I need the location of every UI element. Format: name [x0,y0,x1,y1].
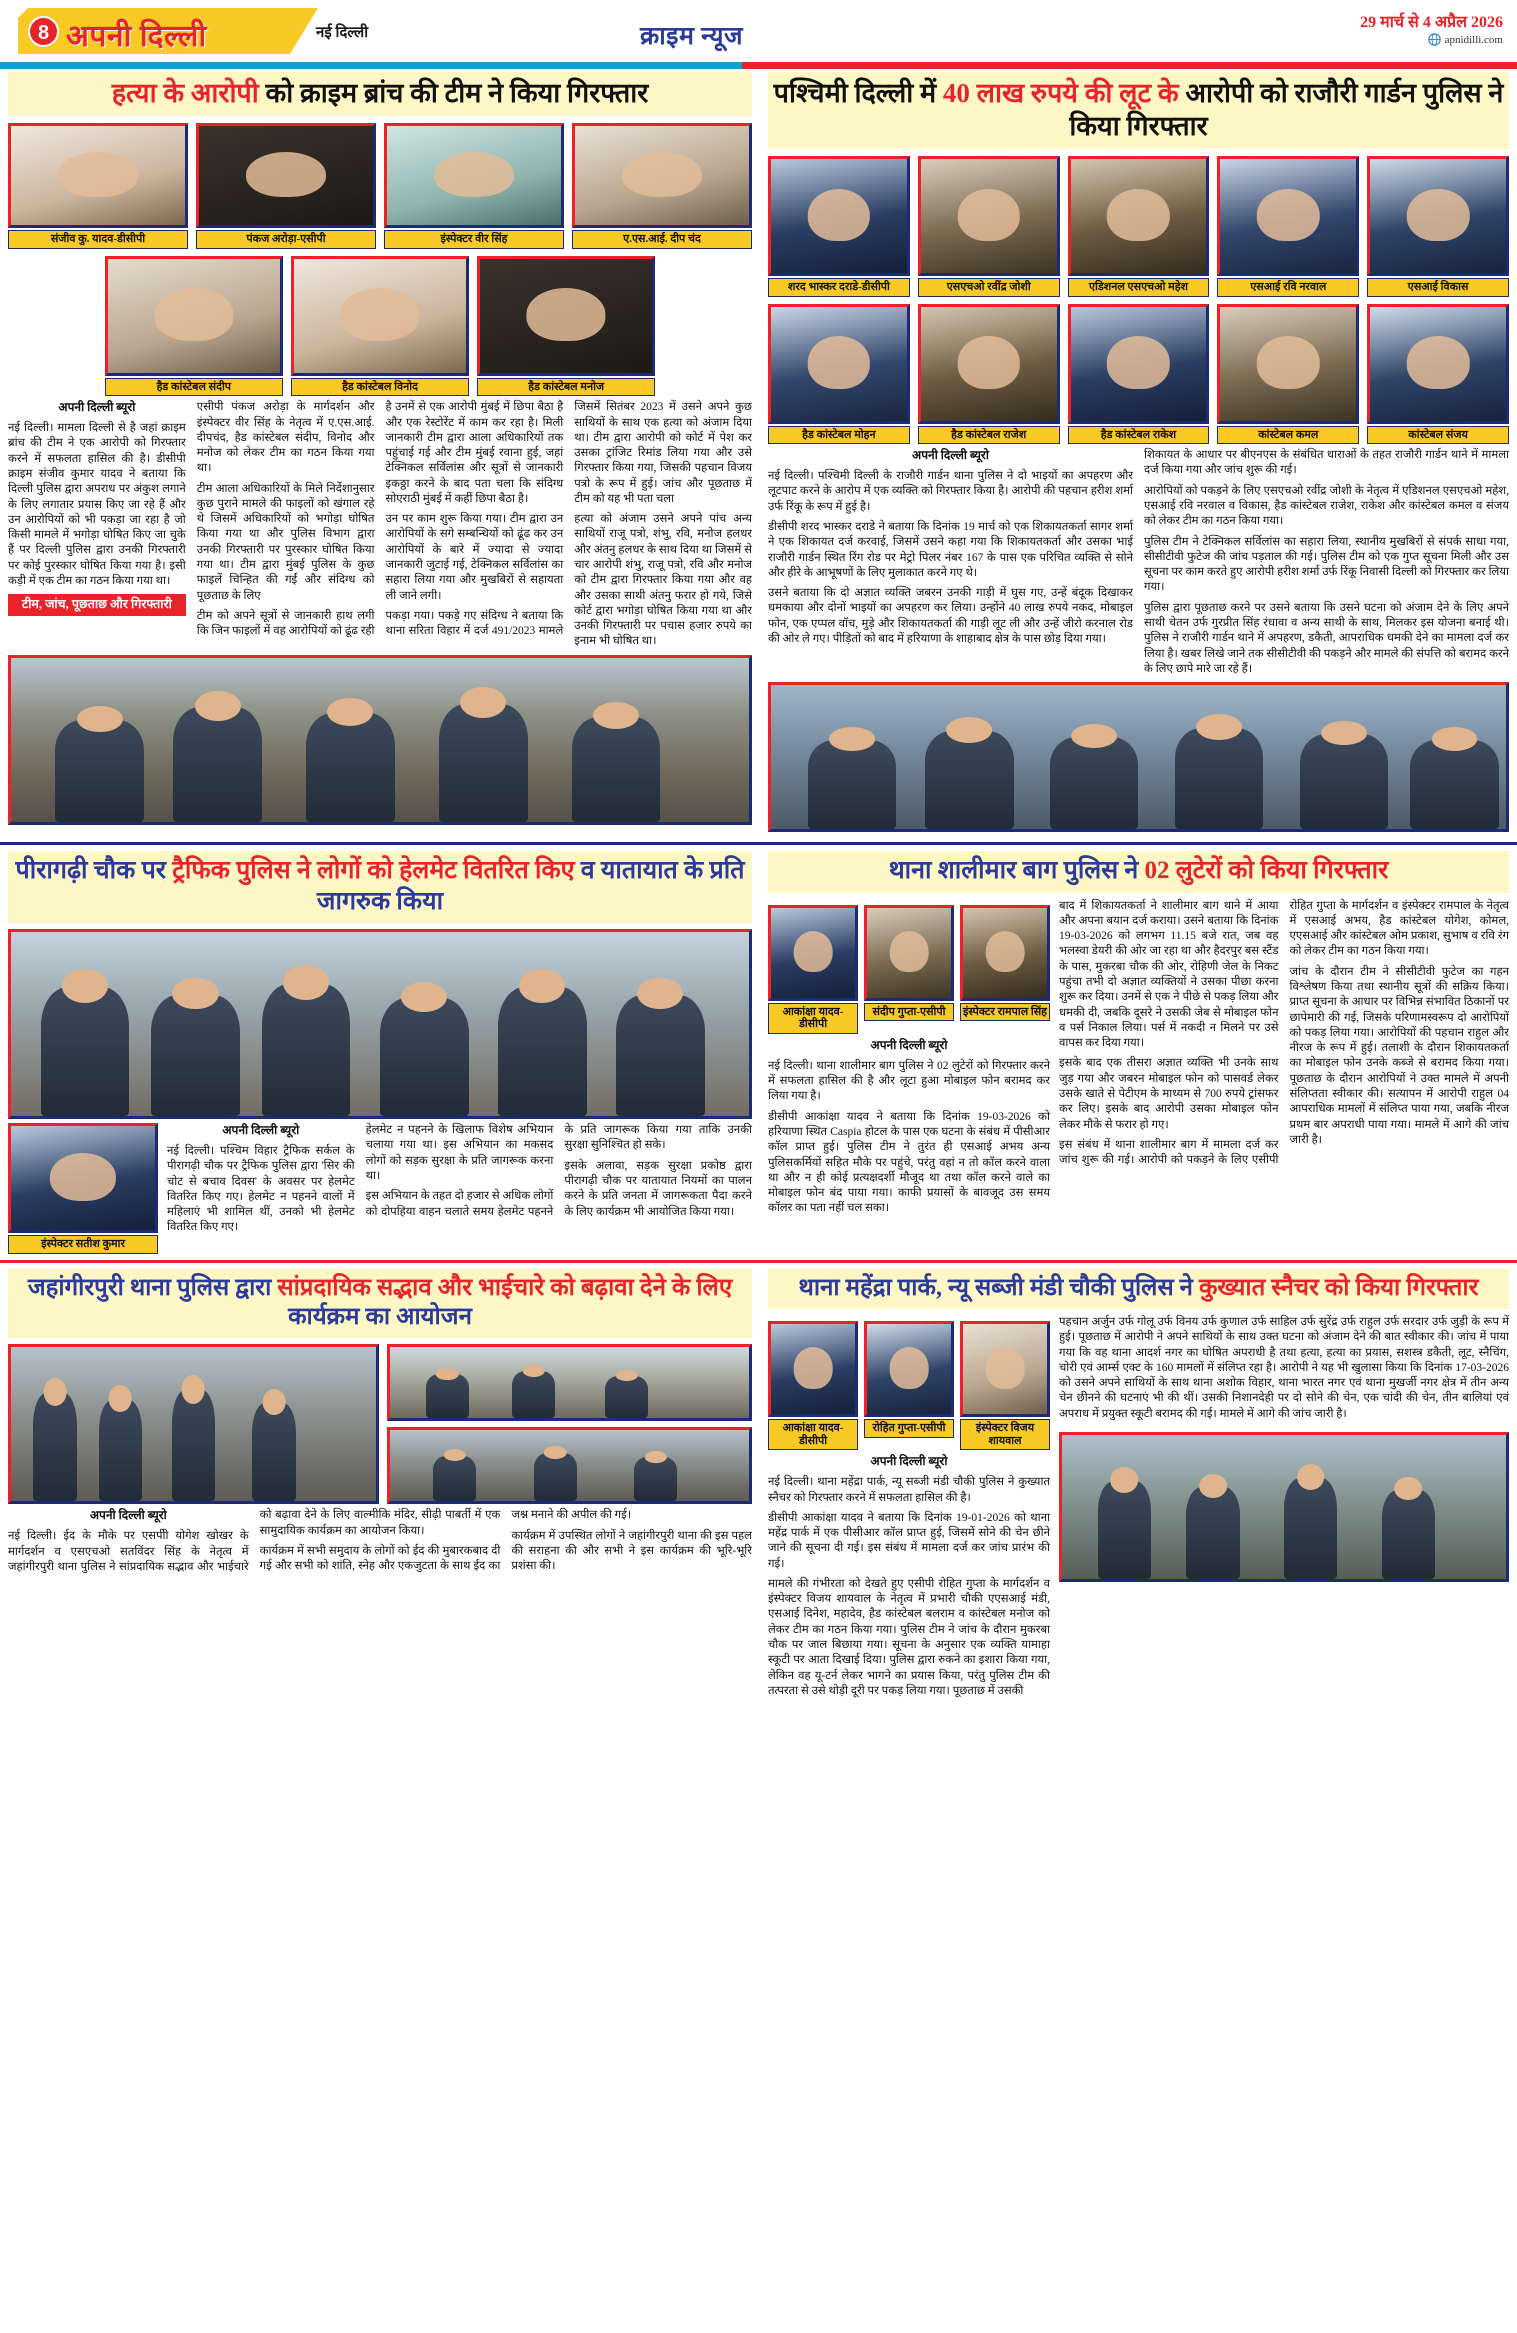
body-paragraph: जांच के दौरान टीम ने सीसीटीवी फुटेज का गहन विश्लेषण किया तथा स्थानीय सूत्रों की सक्रिय किया। प्राप्त सूचना के आधार पर विभिन्न संभावित ठिकानों पर छापेमारी की गई, जिसके परिणामस्वरूप दो आरोपियों को पकड़ लिया गया। आरोपियों की पहचान राहुल और नीरज के रूप में हुई। तलाशी के दौरान शिकायतकर्ता का मोबाइल फोन उनके कब्जे से बरामद किया गया। पूछताछ के दौरान आरोपियों ने उक्त मामले में अपनी संलिप्तता स्वीकार की। सत्यापन में आरोपी राहुल 04 आपराधिक मामलों में संलिप्त पाया गया, जबकि नीरज प्रथम बार अपराधी पाया गया। मामले में आगे की जांच जारी है। [1289,965,1509,1146]
byline: अपनी दिल्ली ब्यूरो [89,1508,167,1523]
page-number-badge: 8 [28,16,59,47]
headline-part-3: व यातायात के प्रति जागरुक किया [316,857,745,915]
rule-red [742,62,1517,69]
officer-card [8,1123,158,1254]
band-top [0,72,1517,836]
arrest-scene-photo [8,655,752,825]
issue-date: 29 मार्च से 4 अप्रैल 2026 [1360,14,1503,31]
scene-photo-pair [768,682,1509,832]
officer-photo [1367,156,1509,276]
body-paragraph: नई दिल्ली। पश्चिम विहार ट्रैफिक सर्कल के पीरागढ़ी चौक पर ट्रैफिक पुलिस द्वारा 'सिर की चोट से बचाव दिवस' के अवसर पर हेलमेट वितरित किए गए। हेलमेट न पहनने वालों में महिलाएं भी शामिल थीं, उनको भी हेलमेट वितरित किए गए। [167,1145,355,1234]
body-paragraph: एसीपी पंकज अरोड़ा के मार्गदर्शन और इंस्पेक्टर वीर सिंह के नेतृत्व में ए.एस.आई. दीपचंद, हैड कांस्टेबल संदीप, विनोद और मनोज को लेकर टीम का गठन किया गया था। [196,401,375,475]
officer-caption: हैड कांस्टेबल विनोद [291,378,469,397]
body-paragraph: आरोपियों को पकड़ने के लिए एसएचओ रवींद्र जोशी के नेतृत्व में एडिशनल एसएचओ महेश, एसआई रवि नरवाल व विकास, हैड कांस्टेबल राजेश, राकेश और कांस्टेबल कमल व संजय को लेकर टीम का गठन किया गया। [1144,484,1509,528]
website-url: apnidilli.com [1444,33,1503,46]
masthead [0,0,1517,62]
body-paragraph: पहचान अर्जुन उर्फ गोलू उर्फ विनय उर्फ कुणाल उर्फ साहिल उर्फ सुरेंद्र उर्फ राहुल उर्फ सरदार उर्फ जुड़ी के रूप में हुई। पूछताछ में आरोपी ने अपने साथियों के साथ उक्त घटना को अंजाम देने की बात स्वीकार की। जांच में पाया गया कि वह थाना आदर्श नगर का घोषित अपराधी है तथा हत्या, हत्या का प्रयास, सशस्त्र डकैती, लूट, स्नैचिंग, चोरी एवं आर्म्स एक्ट के 160 मामलों में संलिप्त रहा है। आरोपी ने यह भी खुलासा किया कि दिनांक 17-03-2026 को उसने अपने साथियों के साथ थाना अशोक विहार, थाना भारत नगर एवं थाना मुखर्जी नगर क्षेत्र में तीन अन्य चेन छीनने की घटनाएं भी की थीं। उसकी निशानदेही पर दो सोने की चेन, एक चांदी की चेन, तीन बालियां एवं अपराध में प्रयुक्त स्कूटी बरामद की गई। मामले में आगे की जांच जारी है। [1059,1316,1509,1420]
website-line[interactable] [1428,33,1503,46]
sidebar-highlight-box: टीम, जांच, पूछताछ और गिरफ्तारी [8,594,186,616]
headline-part-2: सांप्रदायिक सद्भाव और भाईचारे को बढ़ावा देने के लिए [277,1274,733,1301]
officer-caption: रोहित गुप्ता-एसीपी [864,1419,954,1438]
community-event-photo [387,1427,752,1504]
article-jahangirpuri-harmony [0,1269,760,1704]
officer-card [864,1321,954,1450]
section-divider [0,842,1517,845]
officer-caption: एसएचओ रवींद्र जोशी [918,278,1060,297]
officer-card [105,256,283,397]
officer-caption: आकांक्षा यादव-डीसीपी [768,1419,858,1450]
officer-photo [1068,156,1210,276]
officer-caption: कांस्टेबल कमल [1217,426,1359,445]
community-event-photo [387,1344,752,1421]
officer-card [918,156,1060,297]
officer-card [196,123,376,249]
officer-photo [1367,304,1509,424]
helmet-distribution-photo [8,929,752,1119]
body-paragraph: पुलिस टीम ने टेक्निकल सर्विलांस का सहारा लिया, स्थानीय मुखबिरों से संपर्क साधा गया, सीसीटीवी फुटेज की जांच पड़ताल की गई। पुलिस टीम को एक गुप्त सूचना मिली और उस सूचना पर काम करते हुए आरोपी हरीश शर्मा उर्फ रिंकू निवासी दिल्ली को गिरफ्तार कर लिया गया। [1144,535,1509,594]
body-paragraph: डीसीपी शरद भास्कर दराडे ने बताया कि दिनांक 19 मार्च को एक शिकायतकर्ता सागर शर्मा ने एक शिकायत दर्ज करवाई, जिसमें उसने कहा गया कि शिकायतकर्ता और उसका भाई राजौरी गार्डन स्थित रिंग रोड पर मेट्रो पिलर नंबर 167 के पास एक परिचित व्यक्ति से सोने और हीरे के आभूषणों के लिए मुलाकात करने गए थे। [768,520,1133,579]
officer-photo-row-1 [768,1321,1050,1450]
body-paragraph: मामले की गंभीरता को देखते हुए एसीपी रोहित गुप्ता के मार्गदर्शन व इंस्पेक्टर विजय शायवाल के नेतृत्व में प्रभारी चौकी एएसआई मंडी, एसआई दिनेश, महादेव, हैड कांस्टेबल बलराम व कांस्टेबल मनोज को लेकर टीम का गठन किया गया। पुलिस टीम ने जांच के दौरान मुकरबा चौक पर जाल बिछाया गया। सूचना के अनुसार एक व्यक्ति यामाहा स्कूटी पर आता दिखाई दिया। पुलिस द्वारा रुकने का इशारा किया गया, लेकिन वह यू-टर्न लेकर भागने का प्रयास किया, परंतु पुलिस टीम की तत्परता से उसे थोड़ी दूरी पर पकड़ लिया गया। पूछताछ में उसकी [768,1577,1050,1697]
byline: अपनी दिल्ली ब्यूरो [222,1123,300,1138]
officer-photo-row-2 [768,304,1509,445]
officer-card [768,156,910,297]
headline [768,72,1509,149]
body-paragraph: शिकायत के आधार पर बीएनएस के संबंधित धाराओं के तहत राजौरी गार्डन थाने में मामला दर्ज किया गया और जांच शुरू की गई। [1144,449,1509,477]
officer-caption: संदीप गुप्ता-एसीपी [864,1003,954,1022]
globe-icon [1428,33,1441,46]
logo-title: अपनी दिल्ली [66,20,207,53]
officer-photo [8,1123,158,1233]
officer-photo [105,256,283,376]
officer-caption: आकांक्षा यादव-डीसीपी [768,1003,858,1034]
body-paragraph: डीसीपी आकांक्षा यादव ने बताया कि दिनांक 19-03-2026 को हरियाणा स्थित Caspia होटल के पास एक घटना के संबंध में पीसीआर कॉल प्राप्त हुई। पुलिस टीम ने तुरंत ही एसआई अभय अन्य पुलिसकर्मियों सहित मौके पर पहुंचे, परंतु वहां न तो कॉल करने वाला था और न ही कोई प्रत्यक्षदर्शी मौजूद था तथा कॉल करने वाले का मोबाइल फोन बंद पाया गया। काफी प्रयासों के बावजूद उस समय कॉलर का पता नहीं चल सका। [768,1110,1050,1215]
officer-card [768,304,910,445]
section-divider [0,1260,1517,1263]
headline-part-1: पश्चिमी दिल्ली में [773,78,943,108]
article-body-left [768,1038,1050,1222]
article-body-right [1059,1315,1509,1427]
rule-blue [0,62,742,69]
body-paragraph: कार्यक्रम में सभी समुदाय के लोगों को ईद की मुबारकबाद दी गई और सभी को शांति, स्नेह और एकजुटता के साथ ईद का जश्न मनाने की अपील की गई। [259,1509,632,1573]
headline-part-1: थाना शालीमार बाग पुलिस ने [888,857,1145,885]
officer-card [768,905,858,1034]
body-paragraph: इसके अलावा, सड़क सुरक्षा प्रकोष्ठ द्वारा पीरागढ़ी चौक पर यातायात नियमों का पालन करने के प्रति जनता में जागरूकता पैदा करने के लिए कार्यक्रम भी आयोजित किया गया। [564,1159,752,1218]
officer-caption: कांस्टेबल संजय [1367,426,1509,445]
community-event-photo [8,1344,379,1504]
officer-card [1217,304,1359,445]
officer-caption: इंस्पेक्टर वीर सिंह [384,230,564,249]
officer-photo [960,905,1050,1001]
article-body [768,448,1509,677]
officer-caption: हैड कांस्टेबल मोहन [768,426,910,445]
byline: अपनी दिल्ली ब्यूरो [870,1454,948,1469]
body-paragraph: उसने बताया कि दो अज्ञात व्यक्ति जबरन उनकी गाड़ी में घुस गए, उन्हें बंदूक दिखाकर धमकाया और दोनों भाइयों का अपहरण कर लिया। उन्होंने 40 लाख रुपये नकद, मोबाइल फोन, एक एप्पल वॉच, मुड़े और शिकायतकर्ता की गाड़ी लूट ली और उन्हें जीरो करनाल रोड की ओर ले गए। पीड़ितों को बाद में हरियाणा के शाहाबाद क्षेत्र के पास छोड़ दिया गया। [768,587,1133,645]
officer-photo [8,123,188,228]
section-title: क्राइम न्यूज [640,23,744,50]
edition-label: नई दिल्ली [316,25,369,41]
officer-photo [768,1321,858,1417]
officer-photo [196,123,376,228]
article-murder-crime-branch [0,72,760,836]
officer-photo [960,1321,1050,1417]
byline: अपनी दिल्ली ब्यूरो [870,1037,948,1052]
officer-card [1068,156,1210,297]
officer-photo-row-1 [8,123,752,249]
officer-caption: एडिशनल एसएचओ महेश [1068,278,1210,297]
headline-part-2: को क्राइम ब्रांच की टीम ने किया गिरफ्तार [265,78,649,108]
publication-logo [18,8,318,54]
police-team-photo [768,682,1509,832]
officer-card [477,256,655,397]
headline-part-1: थाना महेंद्रा पार्क, न्यू सब्जी मंडी चौकी पुलिस ने [798,1274,1199,1301]
officer-caption: पंकज अरोड़ा-एसीपी [196,230,376,249]
headline-part-1: हत्या के आरोपी [111,78,266,108]
body-paragraph: पुलिस द्वारा पूछताछ करने पर उसने बताया कि उसने घटना को अंजाम देने के लिए अपने साथी चेतन उर्फ गुरप्रीत सिंह रंधावा व अन्य साथी के साथ, मिलकर इस योजना बनाई थी। पुलिस ने राजौरी गार्डन थाने में अपहरण, डकैती, आपराधिक धमकी देने का मामला दर्ज कर लिया है। खबर लिखे जाने तक सीसीटीवी की पकड़ने और मामले की संपत्ति को बरामद करने के लिए छापे मारे जा रहे हैं। [1144,601,1509,675]
headline-part-3: आरोपी को राजौरी गार्डन पुलिस ने किया गिरफ्तार [1069,78,1504,141]
officer-card [1068,304,1210,445]
article-mahendra-park-snatcher [760,1269,1517,1704]
page-body [0,72,1517,1704]
headline-part-2: 40 लाख रुपये की लूट के [942,78,1179,108]
headline-part-1: जहांगीरपुरी थाना पुलिस द्वारा [27,1274,278,1301]
officer-photo-row-2 [105,256,656,397]
body-paragraph: इस संबंध में थाना शालीमार बाग में मामला दर्ज कर जांच शुरू की गई। आरोपी को पकड़ने के लिए एसीपी रोहित गुप्ता के मार्गदर्शन व इंस्पेक्टर रामपाल के नेतृत्व में एसआई अभय, हैड कांस्टेबल योगेश, कोमल, एएसआई और कांस्टेबल ओम प्रकाश, सुभाष व रवि रंग को लेकर टीम का गठन किया गया। [1059,899,1509,1167]
body-paragraph: उन पर काम शुरू किया गया। टीम द्वारा उन आरोपियों के सगे सम्बन्धियों को ढूंढ कर उन आरोपियों के बारे में ज्यादा से ज्यादा जानकारी जुटाई गई, टेक्निकल सर्विलांस का सहारा लिया गया और मुखबिरों से सहायता ली जाने लगी। [385,513,564,602]
officer-card [768,1321,858,1450]
headline [768,851,1509,893]
officer-card [572,123,752,249]
body-paragraph: पकड़ा गया। पकड़े गए संदिग्ध ने बताया कि थाना सरिता विहार में दर्ज 491/2023 मामले जिसमें सितंबर 2023 में उसने अपने कुछ साथियों के साथ एक हत्या को अंजाम दिया था। टीम द्वारा आरोपी को कोर्ट में पेश कर उसका ट्रांजिट रिमांड लिया गया और उसे गिरफ्तार किया गया, जिसकी पहचान विजय पत्रो के रूप में हुई। जांच और पूछताछ में टीम को यह भी पता चला [385,401,752,638]
byline: अपनी दिल्ली ब्यूरो [912,448,989,463]
officer-caption: एसआई रवि नरवाल [1217,278,1359,297]
officer-card [864,905,954,1034]
body-paragraph: टीम आला अधिकारियों के मिले निर्देशानुसार कुछ पुराने मामले की फाइलों को खंगाल रहे थे जिसमें अधिकारियों को भगोड़ा घोषित किया गया था और पुलिस विभाग द्वारा उनकी गिरफ्तारी पर पुरस्कार घोषित किया गया था। टीम द्वारा मुंबई पुलिस के कुछ फाइलें चिन्हित की गईं और संदिग्ध को पूछताछ के लिए [196,482,375,602]
officer-caption: संजीव कु. यादव-डीसीपी [8,230,188,249]
officer-caption: ए.एस.आई. दीप चंद [572,230,752,249]
officer-photo [384,123,564,228]
officer-caption: हैड कांस्टेबल राजेश [918,426,1060,445]
band-bottom [0,1269,1517,1704]
officer-caption: इंस्पेक्टर विजय शायवाल [960,1419,1050,1450]
body-paragraph: नई दिल्ली। थाना शालीमार बाग पुलिस ने 02 लुटेरों को गिरफ्तार करने में सफलता हासिल की है और लूटा हुआ मोबाइल फोन बरामद कर लिया गया है। [768,1059,1050,1103]
article-peeragarhi-helmet [0,851,760,1254]
body-paragraph: नई दिल्ली। पश्चिमी दिल्ली के राजौरी गार्डन थाना पुलिस ने दो भाइयों का अपहरण और लूटपाट करने के आरोप में एक व्यक्ति को गिरफ्तार किया है। आरोपी की पहचान हरीश शर्मा उर्फ रिंकू के रूप में हुई है। [768,470,1133,513]
body-paragraph: कार्यक्रम में उपस्थित लोगों ने जहांगीरपुरी थाना की इस पहल की सराहना की और सभी ने इस कार्यक्रम की भूरि-भूरि प्रशंसा की। [511,1529,752,1573]
article-body [8,1508,752,1576]
byline: अपनी दिल्ली ब्यूरो [58,400,136,415]
officer-photo [864,1321,954,1417]
officer-photo [918,304,1060,424]
body-paragraph: नई दिल्ली। ईद के मौके पर एसपीी योगेश खोखर के मार्गदर्शन व एसएचओ सतविंदर सिंह के नेतृत्व में जहांगीरपुरी थाना पुलिस ने सांप्रदायिक सद्भाव और भाईचारे को बढ़ावा देने के लिए वाल्मीकि मंदिर, सीढ़ी पाबर्ती में एक सामुदायिक कार्यक्रम का आयोजन किया। [8,1509,501,1573]
article-body [167,1123,752,1254]
officer-photo [768,156,910,276]
officer-photo-row-1 [768,905,1050,1034]
officer-caption: शरद भास्कर दराडे-डीसीपी [768,278,910,297]
officer-photo [768,905,858,1001]
headline-part-1: पीरागढ़ी चौक पर [15,857,173,885]
officer-photo [1217,304,1359,424]
body-paragraph: नई दिल्ली। मामला दिल्ली से है जहां क्राइम ब्रांच की टीम ने एक आरोपी को गिरफ्तार करने में सफलता हासिल की है। डीसीपी क्राइम संजीव कुमार यादव ने बताया कि दिल्ली पुलिस द्वारा अपराध पर अंकुश लगाने के लिए लगातार प्रयास किए जा रहे हैं और उन आरोपियों को भी पकड़ा जा रहा है जो किसी मामले में भगोड़ा घोषित किए जा चुके हैं पर दिल्ली पुलिस द्वारा उनकी गिरफ्तारी पर कोई पुरस्कार घोषित किया गया है। इसी कड़ी में एक टीम का गठन किया गया था। [8,422,186,587]
officer-photo [768,304,910,424]
body-paragraph: इस अभियान के तहत दो हजार से अधिक लोगों को दोपहिया वाहन चलाते समय हेलमेट पहनने के प्रति जागरूक किया गया ताकि उनकी सुरक्षा सुनिश्चित हो सके। [365,1124,752,1218]
article-body [8,400,752,650]
officer-photo-row-1 [768,156,1509,297]
headline [768,1269,1509,1309]
officer-caption: इंस्पेक्टर रामपाल सिंह [960,1003,1050,1022]
officer-card [291,256,469,397]
officer-card [1367,156,1509,297]
officer-card [384,123,564,249]
body-paragraph: टीम को अपने सूत्रों से जानकारी हाथ लगी कि जिन फाइलों में वह आरोपियों को ढूंढ रही है उनमें से एक आरोपी मुंबई में छिपा बैठा है और एक रेस्टोरेंट में काम कर रहा है। मिली जानकारी टीम द्वारा आला अधिकारियों तक पहुंचाई गई और टीम मुंबई रवाना हुई, जहां टेक्निकल सर्विलांस और सूत्रों से जानकारी इकठ्ठा करने के बाद पता चला कि संदिग्ध सोएराठी मुंबई में कहीं छिपा बैठा है। [196,401,564,638]
body-paragraph: इसके बाद एक तीसरा अज्ञात व्यक्ति भी उनके साथ जुड़ गया और जबरन मोबाइल फोन को पासवर्ड लेकर उसके खाते से पेटीएम के माध्यम से 700 रुपये ट्रांसफर कर लिए। इसके बाद आरोपी उसका मोबाइल फोन लेकर मौके से फरार हो गए। [1059,1057,1279,1131]
article-body-left [768,1454,1050,1704]
headline [8,1269,752,1339]
officer-photo [918,156,1060,276]
officer-photo [1068,304,1210,424]
officer-photo [572,123,752,228]
officer-caption: हैड कांस्टेबल संदीप [105,378,283,397]
headline-part-2: कुख्यात स्नैचर को किया गिरफ्तार [1199,1274,1479,1301]
officer-card [1217,156,1359,297]
officer-photo [291,256,469,376]
headline-part-2: ट्रैफिक पुलिस ने लोगों को हेलमेट वितरित किए [172,857,581,885]
article-body-right [1059,899,1509,1222]
officer-card [960,905,1050,1034]
officer-photo [864,905,954,1001]
headline-part-2: 02 लुटेरों को किया गिरफ्तार [1144,857,1389,885]
masthead-rules [0,62,1517,69]
article-shalimar-bagh [760,851,1517,1254]
officer-photo [477,256,655,376]
officer-caption: हैड कांस्टेबल राकेश [1068,426,1210,445]
officer-caption: एसआई विकास [1367,278,1509,297]
officer-card [918,304,1060,445]
body-paragraph: डीसीपी आकांक्षा यादव ने बताया कि दिनांक 19-01-2026 को थाना महेंद्र पार्क में एक पीसीआर कॉल प्राप्त हुई, जिसमें सोने की चेन छीने जाने की सूचना दी गई। इस संबंध में मामला दर्ज कर जांच प्रारंभ की गई। [768,1511,1050,1570]
officer-card [960,1321,1050,1450]
band-middle [0,851,1517,1254]
headline [8,72,752,116]
officer-card [8,123,188,249]
headline [8,851,752,923]
officer-card [1367,304,1509,445]
body-paragraph: हेलमेट न पहनने के खिलाफ विशेष अभियान चलाया गया था। इस अभियान का मकसद लोगों को सड़क सुरक्षा के प्रति जागरूक करना था। [365,1124,554,1182]
body-paragraph: बाद में शिकायतकर्ता ने शालीमार बाग थाने में आया और अपना बयान दर्ज कराया। उसने बताया कि दिनांक 19-03-2026 को लगभग 11.15 बजे रात, जब वह भलस्वा डेयरी की ओर जा रहा था और हैदरपुर बस स्टैंड के पास, मुकरबा चौक की ओर, रोहिणी जेल के निकट पहुंचा तभी दो अज्ञात व्यक्तियों ने उसका पीछा करना शुरू कर दिया। उनमें से एक ने पीछे से पकड़ लिया और धमकी दी, जबकि दूसरे ने उसकी जेब से मोबाइल फोन व पर्स निकाल लिया। पर्स में नकदी न मिलने पर उसे वापस कर दिया गया। [1059,899,1279,1050]
headline-part-3: कार्यक्रम का आयोजन [288,1304,472,1330]
officer-caption: इंस्पेक्टर सतीश कुमार [8,1235,158,1254]
article-west-delhi-robbery [760,72,1517,836]
recovered-scooter-photo [1059,1432,1509,1582]
officer-caption: हैड कांस्टेबल मनोज [477,378,655,397]
body-paragraph: हत्या को अंजाम उसने अपने पांच अन्य साथियों राजू पत्रो, शंभु, रवि, मनोज हलधर और अंतनु हलधर के साथ दिया था जिसमें से चार आरोपी शंभु, राजू पत्रो, रवि और मनोज को टीम द्वारा गिरफ्तार किया गया और वह और उसका साथी अंतनु फरार हो गये, जिसे कोर्ट द्वारा भगोड़ा घोषित किया गया था और उनकी गिरफ्तारी पर पचास हजार रुपये का इनाम भी घोषित था। [574,513,752,648]
officer-photo [1217,156,1359,276]
body-paragraph: नई दिल्ली। थाना महेंद्रा पार्क, न्यू सब्जी मंडी चौकी पुलिस ने कुख्यात स्नैचर को गिरफ्तार करने में सफलता हासिल की है। [768,1476,1050,1504]
